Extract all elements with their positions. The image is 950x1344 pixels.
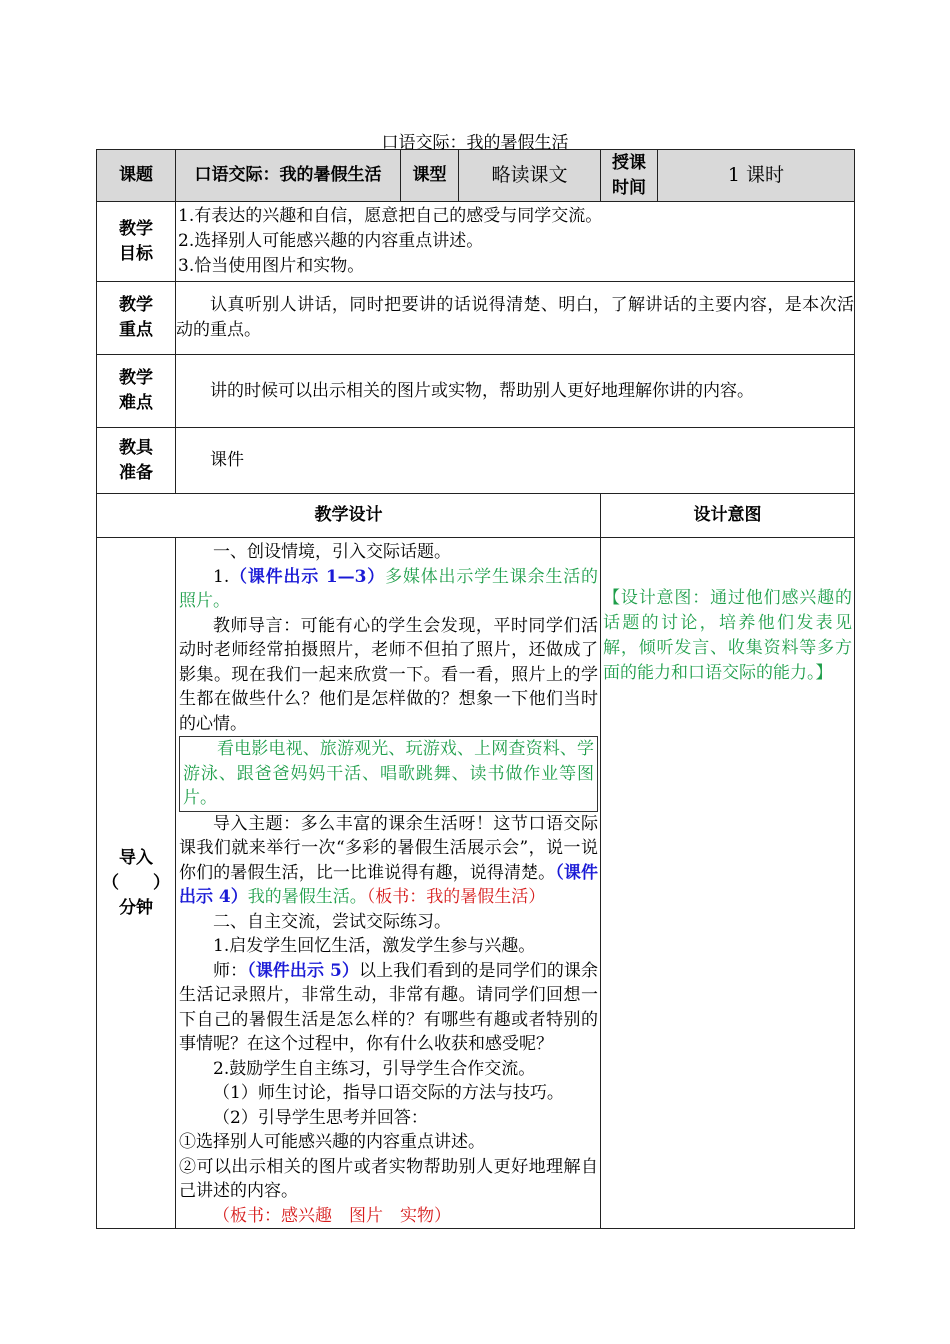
difficulty-label-line-2: 难点 [119, 393, 153, 413]
tools-text: 课件 [176, 428, 855, 494]
design-paragraph: 1.启发学生回忆生活，激发学生参与兴趣。 [213, 936, 536, 956]
header-row [97, 150, 855, 202]
difficulty-label [97, 355, 176, 428]
design-paragraph: 一、创设情境，引入交际话题。 [213, 542, 451, 562]
tools-label-line-1: 教具 [119, 437, 153, 458]
focus-label [97, 282, 176, 355]
courseware-note: （课件出示 5） [247, 960, 360, 981]
lesson-label: 课题 [97, 150, 176, 202]
section-label-line-1: 导入 [119, 847, 153, 868]
design-header: 教学设计 [97, 494, 601, 538]
intent-text: 【设计意图：通过他们感兴趣的话题的讨论，培养他们发表见解，倾听发言、收集资料等多方面的能力和口语交际的能力。】 [603, 588, 852, 683]
design-body-row [97, 538, 855, 1229]
design-paragraph: （2）引导学生思考并回答： [213, 1107, 428, 1128]
goals-content [176, 202, 855, 282]
focus-label-line-2: 重点 [119, 320, 153, 340]
design-content [176, 538, 601, 1229]
lesson-plan-table [96, 149, 855, 1229]
focus-row [97, 282, 855, 355]
focus-label-line-1: 教学 [119, 295, 153, 315]
hours-label-line-2: 时间 [612, 177, 646, 198]
board-note: （板书：感兴趣 图片 实物） [213, 1205, 451, 1226]
board-note: （板书：我的暑假生活） [366, 887, 546, 907]
courseware-note: （课件出示 1—3） [229, 566, 386, 587]
type-value: 略读课文 [459, 150, 601, 202]
media-note: 多媒体出示学生课余生活的照片。 [179, 566, 599, 611]
hours-value: 1 课时 [658, 150, 855, 202]
design-paragraph: 教师导言：可能有心的学生会发现，平时同学们活动时老师经常拍摄照片，老师不但拍了照片，还做成了影集。现在我们一起来欣赏一下。看一看，照片上的学生都在做些什么？他们是怎样做的？想象一下他们当时的心情。 [179, 615, 598, 734]
design-header-row [97, 494, 855, 538]
focus-text: 认真听别人讲话，同时把要讲的话说得清楚、明白，了解讲话的主要内容，是本次活动的重点。 [176, 282, 855, 355]
difficulty-label-line-1: 教学 [119, 368, 153, 388]
design-paragraph [179, 959, 598, 1057]
difficulty-text: 讲的时候可以出示相关的图片或实物，帮助别人更好地理解你讲的内容。 [176, 355, 855, 428]
goals-row [97, 202, 855, 282]
goals-label-line-2: 目标 [119, 243, 153, 264]
lesson-value: 口语交际：我的暑假生活 [176, 150, 401, 202]
type-label: 课型 [401, 150, 459, 202]
hours-label [601, 150, 658, 202]
design-text: 以上我们看到的是同学们的课余生活记录照片，非常生动，非常有趣。请同学们回想一下自己的暑假生活是怎么样的？有哪些有趣或者特别的事情呢？在这个过程中，你有什么收获和感受呢？ [179, 960, 599, 1054]
document-title: 口语交际：我的暑假生活 [381, 133, 569, 153]
picture-list-box: 看电影电视、旅游观光、玩游戏、上网查资料、学游泳、跟爸爸妈妈干活、唱歌跳舞、读书做作业等图片。 [179, 736, 598, 812]
difficulty-row [97, 355, 855, 428]
tools-row [97, 428, 855, 494]
design-paragraph: ①选择别人可能感兴趣的内容重点讲述。 [179, 1132, 485, 1152]
goal-item: 1.有表达的兴趣和自信，愿意把自己的感受与同学交流。 [178, 206, 603, 226]
goals-label-line-1: 教学 [119, 218, 153, 239]
design-text: 师： [213, 960, 248, 981]
design-text: 导入主题：多么丰富的课余生活呀！这节口语交际课我们就来举行一次“多彩的暑假生活展示会”，说一说你们的暑假生活，比一比谁说得有趣，说得清楚。 [179, 813, 598, 883]
section-label-line-3: 分钟 [119, 897, 153, 918]
design-paragraph [179, 565, 598, 614]
intent-header: 设计意图 [601, 494, 855, 538]
media-note: 我的暑假生活。 [247, 887, 367, 907]
tools-label-line-2: 准备 [119, 462, 153, 483]
design-paragraph: 二、自主交流，尝试交际练习。 [213, 911, 451, 932]
design-paragraph: （1）师生讨论，指导口语交际的方法与技巧。 [213, 1083, 564, 1103]
design-paragraph: 2.鼓励学生自主练习，引导学生合作交流。 [213, 1058, 536, 1079]
design-paragraph [179, 812, 598, 910]
intent-content [601, 538, 855, 1229]
goals-label [97, 202, 176, 282]
hours-label-line-1: 授课 [612, 152, 646, 173]
courseware-note: （课件出示 4） [179, 862, 599, 907]
section-label-line-2: （ ） [102, 872, 170, 893]
goal-item: 2.选择别人可能感兴趣的内容重点讲述。 [178, 231, 484, 251]
tools-label [97, 428, 176, 494]
section-label [97, 538, 176, 1229]
design-number: 1. [213, 566, 230, 587]
goal-item: 3.恰当使用图片和实物。 [178, 256, 365, 276]
design-paragraph: ②可以出示相关的图片或者实物帮助别人更好地理解自己讲述的内容。 [179, 1156, 598, 1201]
